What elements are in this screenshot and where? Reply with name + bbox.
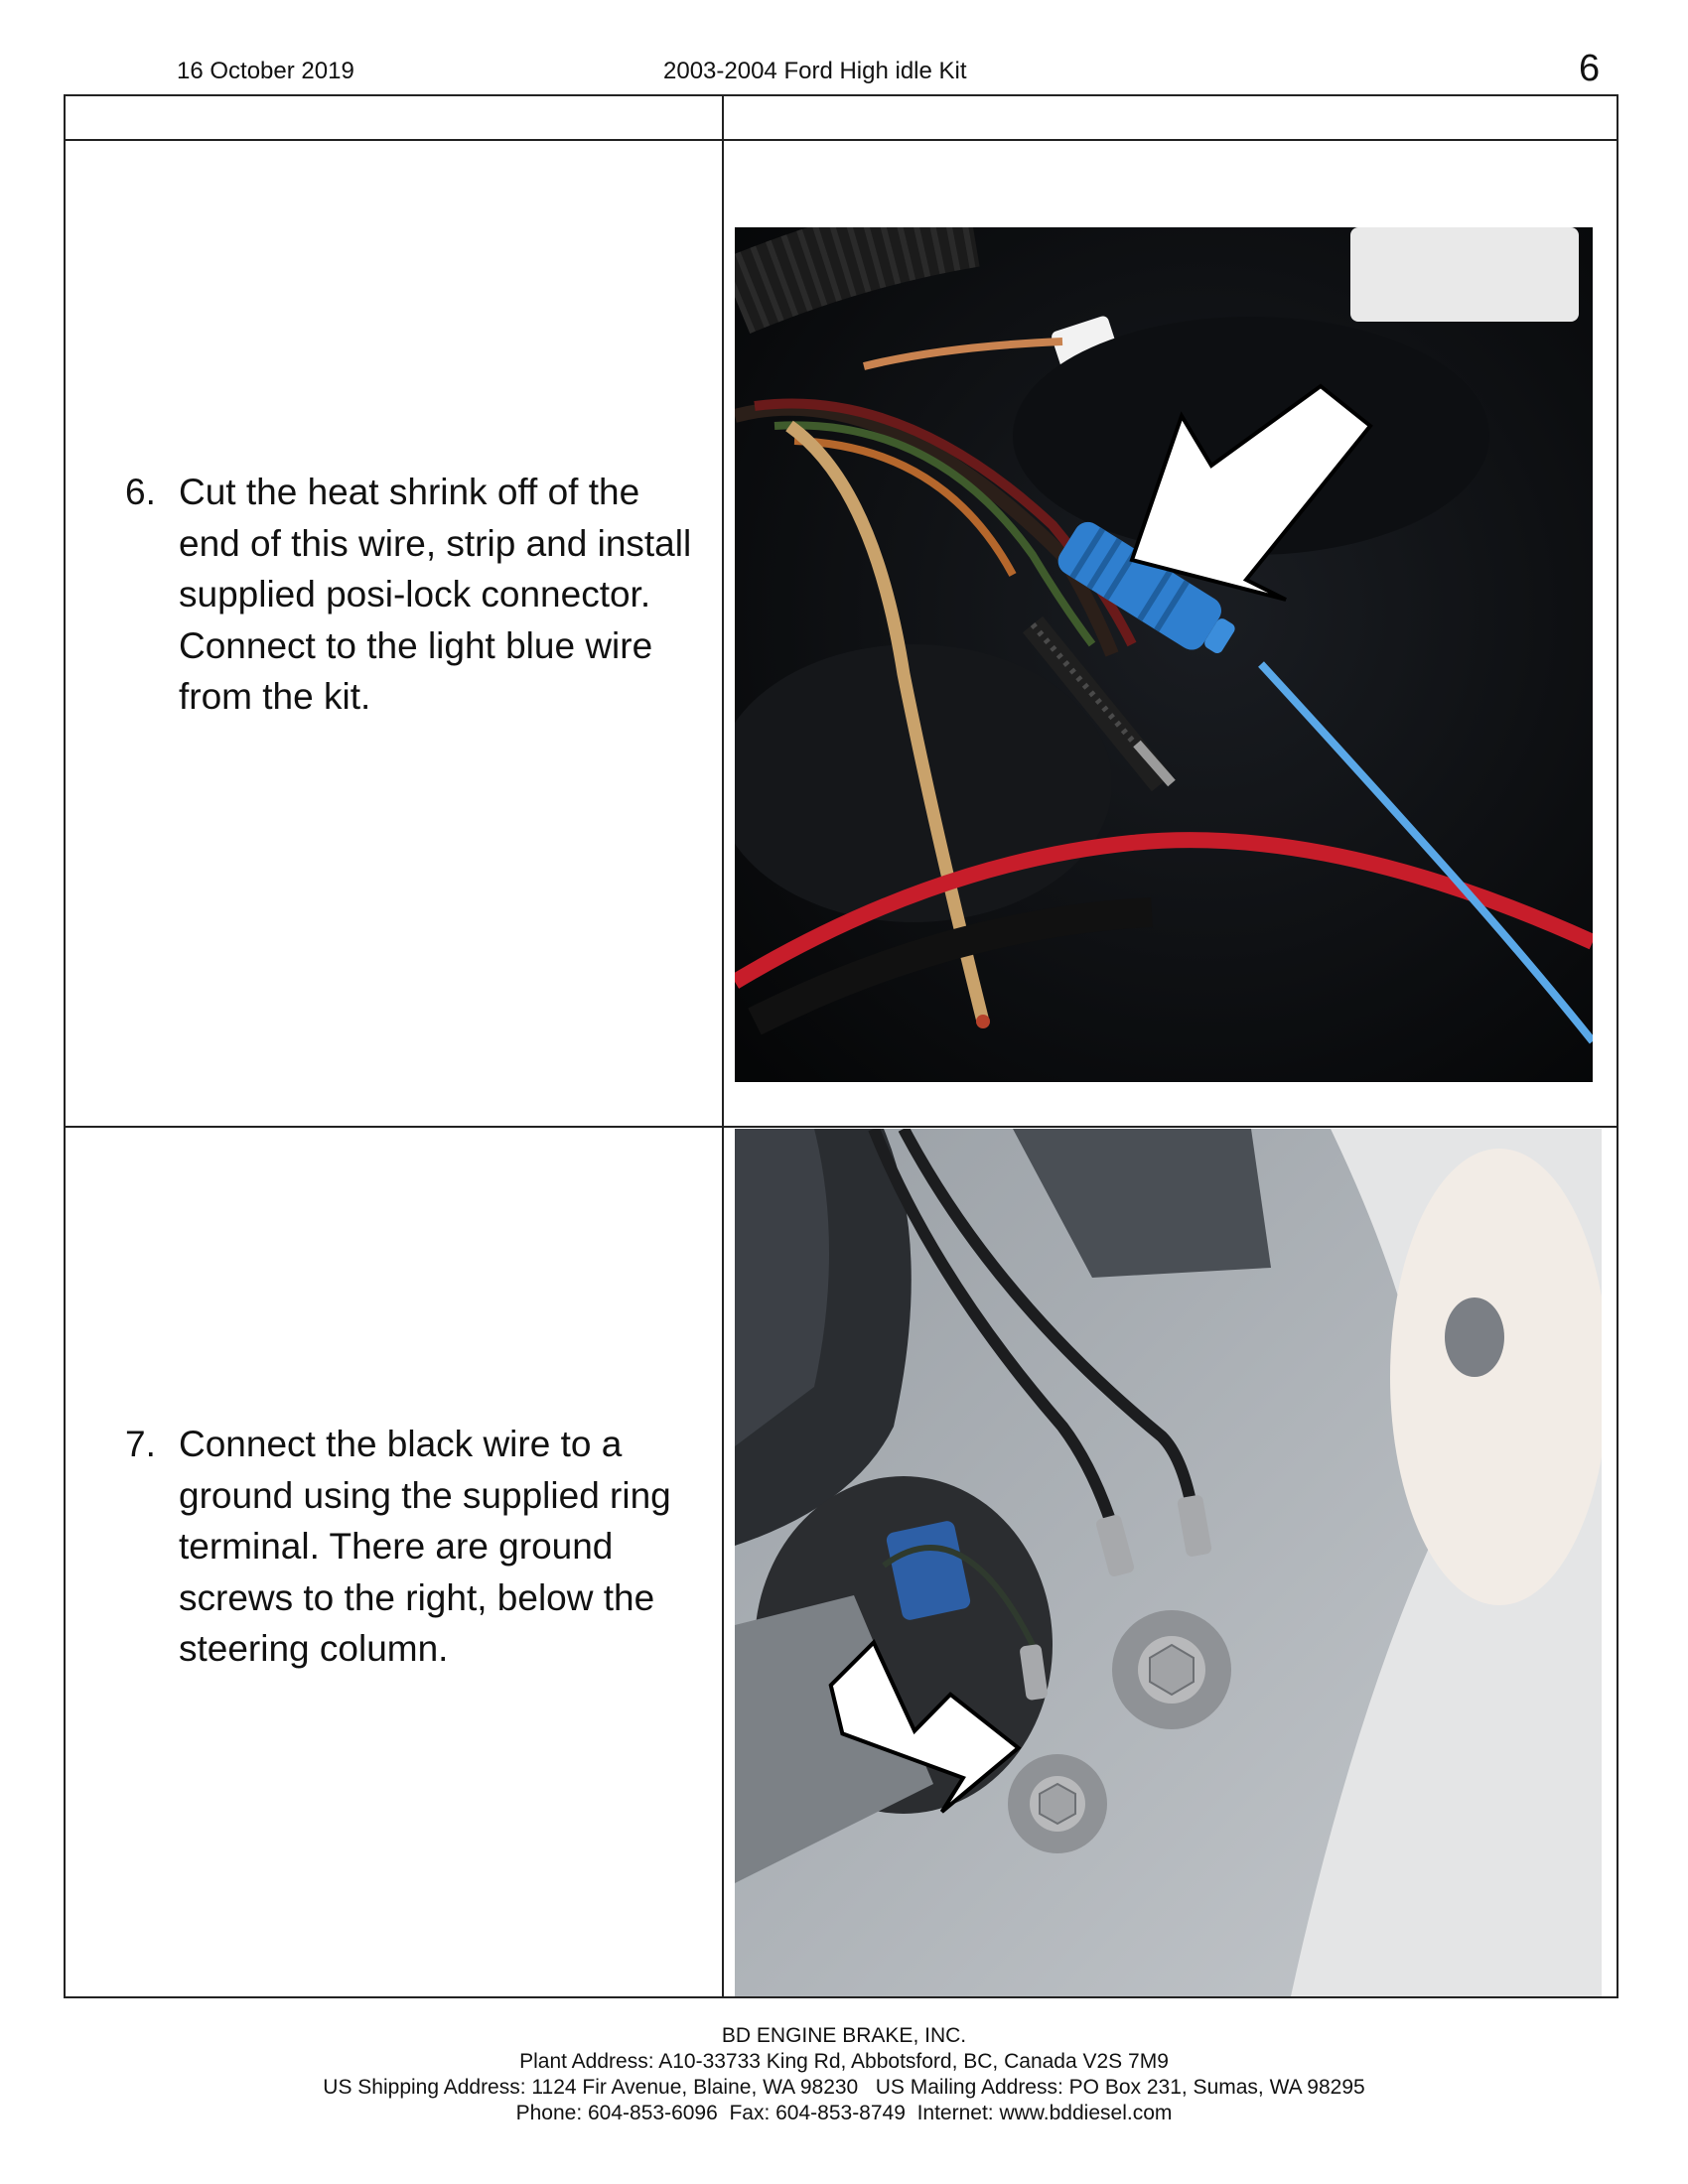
company-footer <box>0 2023 1688 2126</box>
step-7 <box>125 1419 711 1675</box>
header-title: 2003-2004 Ford High idle Kit <box>663 58 967 84</box>
header-date: 16 October 2019 <box>177 58 354 84</box>
table-column-divider <box>722 94 724 1998</box>
photo-posi-lock-connector <box>735 227 1593 1082</box>
step-6-number: 6. <box>125 472 156 512</box>
step-7-number: 7. <box>125 1424 156 1464</box>
photo-ground-ring-terminal <box>735 1129 1602 1996</box>
footer-plant-address: Plant Address: A10-33733 King Rd, Abbotsford, BC, Canada V2S 7M9 <box>519 2050 1169 2073</box>
step-7-text: Connect the black wire to a ground using the supplied ring terminal. There are ground screws to the right, below the steering column. <box>179 1424 671 1669</box>
footer-company-name: BD ENGINE BRAKE, INC. <box>721 2024 967 2047</box>
table-row-divider <box>64 1126 1618 1128</box>
page-number: 6 <box>1579 48 1601 89</box>
step-6-text: Cut the heat shrink off of the end of this wire, strip and install supplied posi-lock connector. Connect to the light blue wire from the kit. <box>179 472 692 717</box>
footer-contact: Phone: 604-853-6096 Fax: 604-853-8749 Internet: www.bddiesel.com <box>515 2102 1173 2124</box>
step-6 <box>125 467 711 723</box>
footer-us-addresses: US Shipping Address: 1124 Fir Avenue, Blaine, WA 98230 US Mailing Address: PO Box 231, Sumas, WA 98295 <box>323 2076 1365 2099</box>
table-header-row-divider <box>64 139 1618 141</box>
